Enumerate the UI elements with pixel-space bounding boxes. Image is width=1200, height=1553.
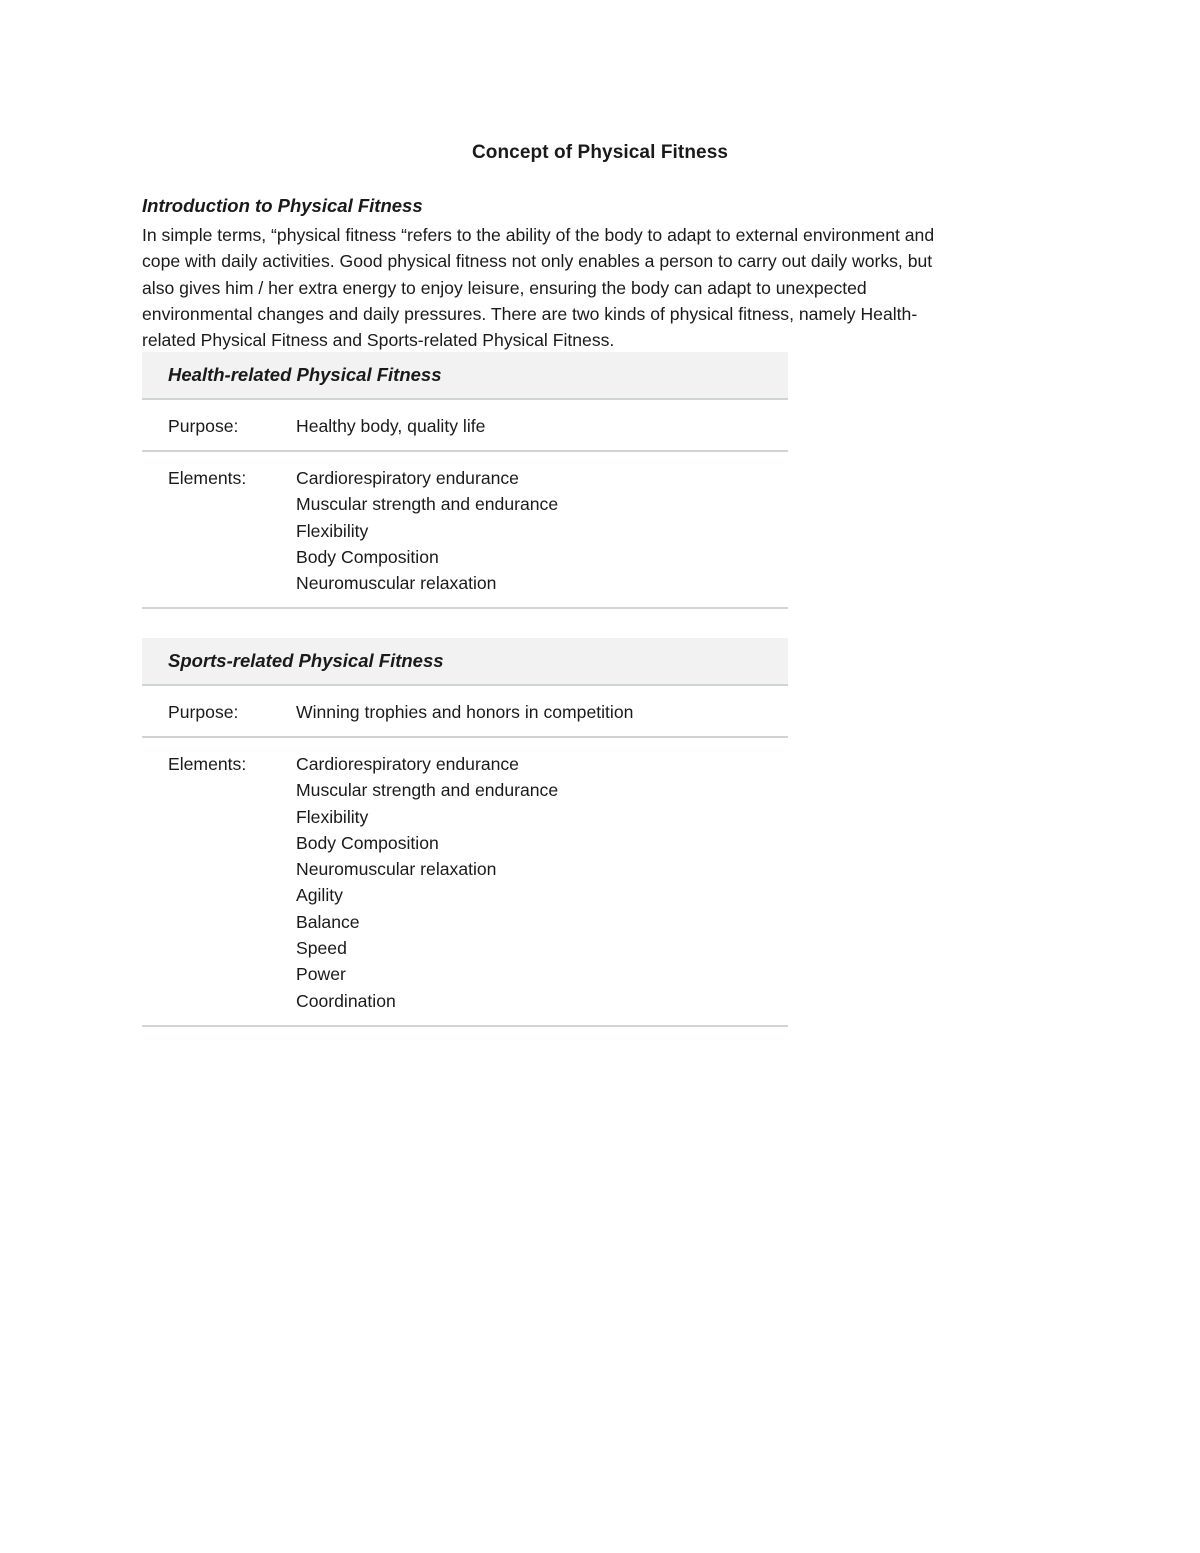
- health-table-heading: Health-related Physical Fitness: [142, 352, 788, 400]
- element-item: Flexibility: [296, 806, 369, 827]
- intro-line: also gives him / her extra energy to enjoy leisure, ensuring the body can adapt to unexpected: [142, 277, 867, 298]
- intro-paragraph: [142, 222, 1062, 353]
- elements-list: [296, 751, 788, 1014]
- purpose-value: Winning trophies and honors in competition: [296, 702, 634, 722]
- purpose-value: Healthy body, quality life: [296, 416, 486, 436]
- intro-heading: Introduction to Physical Fitness: [142, 195, 423, 216]
- element-item: Muscular strength and endurance: [296, 780, 559, 801]
- element-item: Flexibility: [296, 520, 369, 541]
- element-item: Speed: [296, 938, 347, 959]
- element-item: Neuromuscular relaxation: [296, 859, 497, 880]
- elements-label: Elements:: [168, 754, 247, 774]
- element-item: Cardiorespiratory endurance: [296, 754, 519, 774]
- element-item: Balance: [296, 911, 360, 932]
- element-item: Body Composition: [296, 832, 439, 853]
- element-item: Cardiorespiratory endurance: [296, 468, 519, 488]
- health-fitness-table: [142, 352, 788, 609]
- elements-label: Elements:: [168, 468, 247, 488]
- health-purpose-row: [142, 400, 788, 452]
- elements-list: [296, 465, 788, 596]
- element-item: Muscular strength and endurance: [296, 494, 559, 515]
- document-title: Concept of Physical Fitness: [471, 142, 729, 163]
- sports-table-heading: Sports-related Physical Fitness: [142, 638, 788, 686]
- element-item: Neuromuscular relaxation: [296, 573, 497, 594]
- element-item: Body Composition: [296, 546, 439, 567]
- element-item: Power: [296, 964, 346, 985]
- intro-line: environmental changes and daily pressures. There are two kinds of physical fitness, namely Health-: [142, 303, 918, 324]
- purpose-label: Purpose:: [168, 416, 239, 436]
- health-elements-row: [142, 452, 788, 609]
- sports-elements-row: [142, 738, 788, 1027]
- purpose-label: Purpose:: [168, 702, 239, 722]
- intro-line: related Physical Fitness and Sports-related Physical Fitness.: [142, 330, 615, 351]
- intro-line: cope with daily activities. Good physical fitness not only enables a person to carry out daily works, but: [142, 251, 933, 272]
- element-item: Coordination: [296, 990, 396, 1011]
- sports-fitness-table: [142, 638, 788, 1027]
- intro-line: In simple terms, “physical fitness “refers to the ability of the body to adapt to external environment and: [142, 225, 935, 245]
- sports-purpose-row: [142, 686, 788, 738]
- element-item: Agility: [296, 885, 343, 906]
